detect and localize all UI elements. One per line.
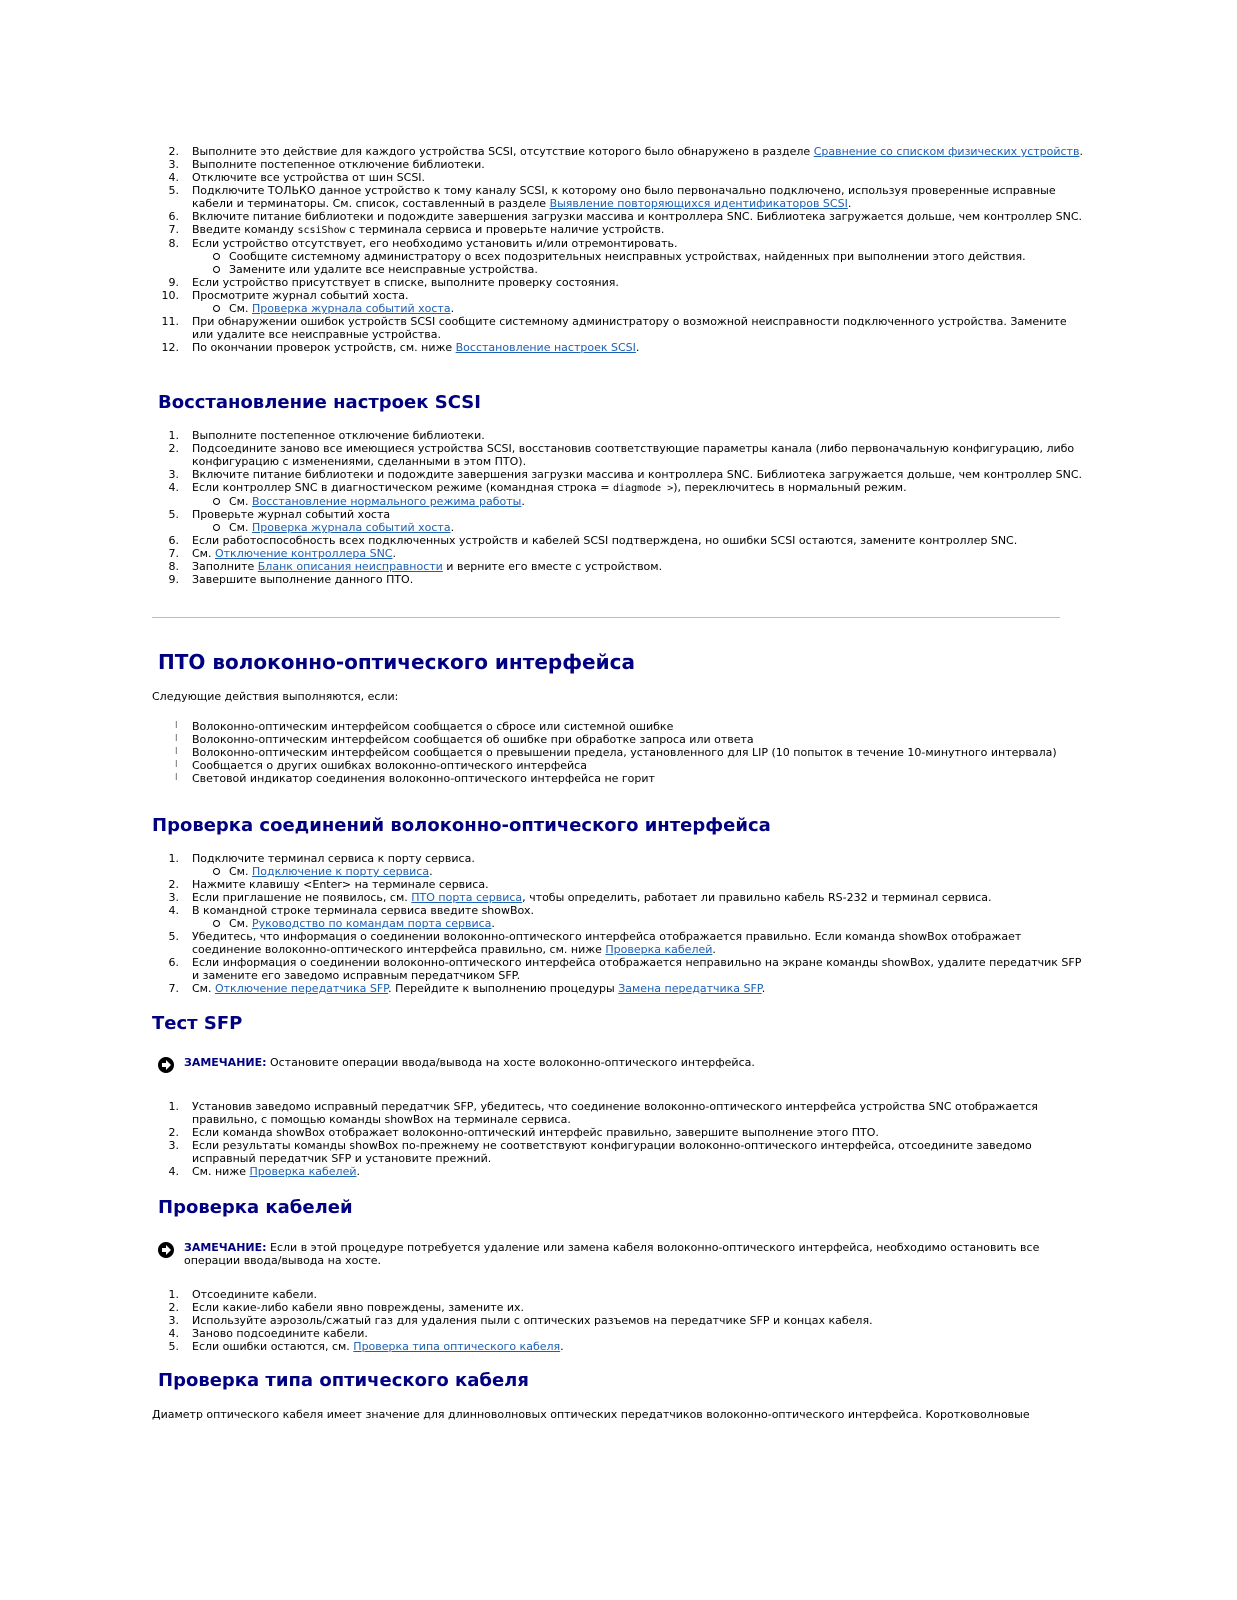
circle-bullet-icon: [213, 920, 220, 927]
list-item: [155, 891, 1085, 904]
step-number: 8.: [168, 237, 179, 250]
step-text: По окончании проверок устройств, см. ниже: [192, 341, 456, 354]
list-item: [155, 982, 1085, 995]
step-number: 3.: [168, 891, 179, 904]
step-text: Выполните постепенное отключение библиотеки.: [192, 429, 485, 442]
step-text: Введите команду: [192, 223, 298, 236]
heading-cable-type: Проверка типа оптического кабеля: [158, 1370, 529, 1391]
step-text: Заново подсоедините кабели.: [192, 1327, 368, 1340]
sfp-note: [158, 1056, 1058, 1073]
step-number: 1.: [168, 429, 179, 442]
cross-reference-link[interactable]: Проверка журнала событий хоста: [251, 521, 451, 534]
list-item: [155, 315, 1085, 341]
step-number: 1.: [168, 1288, 179, 1301]
list-item: [155, 547, 1085, 560]
step-text: .: [847, 197, 852, 210]
step-text: .: [521, 495, 525, 508]
sub-list-item: [192, 263, 1085, 276]
circle-bullet-icon: [213, 498, 220, 505]
cross-reference-link[interactable]: Замена передатчика SFP: [618, 982, 762, 995]
step-text: Подключите терминал сервиса к порту сервиса.: [192, 852, 475, 865]
sub-list-item: [192, 495, 1085, 508]
step-number: 5.: [168, 508, 179, 521]
bullet-text: Сообщается о других ошибках волоконно-оптического интерфейса: [192, 759, 587, 772]
sub-list: [192, 250, 1085, 276]
step-text: .: [450, 302, 455, 315]
step-text: Проверьте журнал событий хоста: [192, 508, 391, 521]
step-text: Завершите выполнение данного ПТО.: [192, 573, 414, 586]
bullet-text: Волоконно-оптическим интерфейсом сообщается о превышении предела, установленного для LIP (10 попыток в течение 10-минутного интервала): [192, 746, 1057, 759]
step-number: 2.: [168, 1301, 179, 1314]
step-text: Нажмите клавишу <Enter> на терминале сервиса.: [192, 878, 489, 891]
bullet-icon: l: [175, 747, 178, 757]
step-text: См.: [229, 495, 252, 508]
step-number: 9.: [168, 573, 179, 586]
step-text: Просмотрите журнал событий хоста.: [192, 289, 409, 302]
list-item: [155, 573, 1085, 586]
list-item: [155, 878, 1085, 891]
list-item: [155, 720, 1085, 733]
cross-reference-link[interactable]: Отключение контроллера SNC: [214, 547, 393, 560]
step-text: Убедитесь, что информация о соединении волоконно-оптического интерфейса отображается правильно. Если команда showBox отображает соединение волоконно-оптического интерфейса правильно, см. ниже: [192, 930, 1022, 956]
bullet-text: Волоконно-оптическим интерфейсом сообщается об ошибке при обработке запроса или ответа: [192, 733, 754, 746]
step-text: Подсоедините заново все имеющиеся устройства SCSI, восстановив соответствующие параметры канала (либо первоначальную конфигурацию, либо конфигурацию с изменениями, сделанными в этом ПТО).: [192, 442, 1075, 468]
step-text: Если контроллер SNC в диагностическом режиме (командная строка =: [192, 481, 614, 494]
list-item: [155, 930, 1085, 956]
step-text: .: [712, 943, 716, 956]
list-item: [155, 1139, 1085, 1165]
step-text: и верните его вместе с устройством.: [442, 560, 663, 573]
step-number: 1.: [168, 1100, 179, 1113]
sub-list-item: [192, 865, 1085, 878]
heading-fc-pto: ПТО волоконно-оптического интерфейса: [158, 650, 635, 674]
sub-list-item: [192, 521, 1085, 534]
circle-bullet-icon: [213, 253, 220, 260]
list-item: [155, 733, 1085, 746]
sub-list-item: [192, 302, 1085, 315]
step-text: с терминала сервиса и проверьте наличие устройств.: [345, 223, 665, 236]
heading-cable-check: Проверка кабелей: [158, 1197, 353, 1218]
fc-conditions-list: [155, 720, 1085, 785]
list-item: [155, 158, 1085, 171]
sub-list-item: [192, 917, 1085, 930]
sub-list: [192, 495, 1085, 508]
step-text: В командной строке терминала сервиса введите showBox.: [192, 904, 534, 917]
step-number: 6.: [168, 210, 179, 223]
step-text: .: [392, 547, 396, 560]
list-item: [155, 560, 1085, 573]
step-text: См.: [192, 982, 215, 995]
step-number: 5.: [168, 1340, 179, 1353]
cross-reference-link[interactable]: Выявление повторяющихся идентификаторов SCSI: [549, 197, 848, 210]
list-item: [155, 534, 1085, 547]
step-number: 4.: [168, 904, 179, 917]
step-text: Если работоспособность всех подключенных устройств и кабелей SCSI подтверждена, но ошибки SCSI остаются, замените контроллер SNC.: [192, 534, 1018, 547]
circle-bullet-icon: [213, 266, 220, 273]
cross-reference-link[interactable]: Бланк описания неисправности: [257, 560, 443, 573]
sub-list-item: [192, 250, 1085, 263]
step-number: 2.: [168, 1126, 179, 1139]
fc-check-steps-list: [155, 852, 1085, 995]
step-text: Используйте аэрозоль/сжатый газ для удаления пыли с оптических разъемов на передатчике SFP и концах кабеля.: [192, 1314, 873, 1327]
step-number: 6.: [168, 956, 179, 969]
list-item: [155, 852, 1085, 878]
sub-list: [192, 302, 1085, 315]
step-text: .: [356, 1165, 360, 1178]
step-text: Отключите все устройства от шин SCSI.: [192, 171, 426, 184]
section-divider: [152, 617, 1060, 618]
step-number: 10.: [161, 289, 179, 302]
step-number: 12.: [161, 341, 179, 354]
step-number: 5.: [168, 930, 179, 943]
list-item: [155, 772, 1085, 785]
list-item: [155, 289, 1085, 315]
list-item: [155, 508, 1085, 534]
step-number: 2.: [168, 878, 179, 891]
step-text: Подключите ТОЛЬКО данное устройство к тому каналу SCSI, к которому оно было первоначально подключено, используя проверенные исправные кабели и терминаторы. См. список, составленный в разделе: [192, 184, 1056, 210]
step-text: Замените или удалите все неисправные устройства.: [229, 263, 538, 276]
cable-note: [158, 1241, 1058, 1267]
scsi-restore-steps-list: [155, 429, 1085, 586]
list-item: [155, 1314, 1085, 1327]
step-number: 8.: [168, 560, 179, 573]
list-item: [155, 429, 1085, 442]
cross-reference-link[interactable]: ПТО порта сервиса: [411, 891, 523, 904]
step-text: .: [429, 865, 433, 878]
top-steps-list: [155, 145, 1085, 354]
list-item: [155, 468, 1085, 481]
list-item: [155, 481, 1085, 508]
step-text: .: [560, 1340, 564, 1353]
step-text: Выполните постепенное отключение библиотеки.: [192, 158, 485, 171]
note-text: Остановите операции ввода/вывода на хосте волоконно-оптического интерфейса.: [266, 1056, 755, 1069]
step-number: 4.: [168, 1165, 179, 1178]
step-text: Если ошибки остаются, см.: [192, 1340, 354, 1353]
list-item: [155, 184, 1085, 210]
list-item: [155, 341, 1085, 354]
notice-arrow-icon: [158, 1242, 174, 1258]
step-number: 3.: [168, 468, 179, 481]
list-item: [155, 171, 1085, 184]
step-text: См.: [229, 302, 252, 315]
step-text: Если результаты команды showBox по-прежнему не соответствуют конфигурации волоконно-оптического интерфейса, отсоедините заведомо исправный передатчик SFP и установите прежний.: [192, 1139, 1032, 1165]
step-number: 4.: [168, 481, 179, 494]
list-item: [155, 1100, 1085, 1126]
cross-reference-link[interactable]: Руководство по командам порта сервиса: [251, 917, 492, 930]
list-item: [155, 237, 1085, 276]
step-number: 1.: [168, 852, 179, 865]
sfp-test-steps-list: [155, 1100, 1085, 1178]
step-number: 2.: [168, 145, 179, 158]
bullet-icon: l: [175, 734, 178, 744]
cross-reference-link[interactable]: Восстановление нормального режима работы: [251, 495, 522, 508]
step-number: 3.: [168, 1314, 179, 1327]
step-text: См.: [192, 547, 215, 560]
step-text: Если какие-либо кабели явно повреждены, замените их.: [192, 1301, 525, 1314]
list-item: [155, 1165, 1085, 1178]
step-text: При обнаружении ошибок устройств SCSI сообщите системному администратору о возможной неисправности подключенного устройства. Замените или удалите все неисправные устройства.: [192, 315, 1067, 341]
step-text: Если команда showBox отображает волоконно-оптический интерфейс правильно, завершите выполнение этого ПТО.: [192, 1126, 879, 1139]
list-item: [155, 276, 1085, 289]
step-text: . Перейдите к выполнению процедуры: [388, 982, 619, 995]
step-text: Заполните: [192, 560, 258, 573]
cross-reference-link[interactable]: Восстановление настроек SCSI: [455, 341, 636, 354]
step-number: 4.: [168, 171, 179, 184]
sub-list: [192, 865, 1085, 878]
list-item: [155, 1288, 1085, 1301]
step-number: 4.: [168, 1327, 179, 1340]
step-number: 7.: [168, 982, 179, 995]
list-item: [155, 904, 1085, 930]
step-text: ), переключитесь в нормальный режим.: [673, 481, 907, 494]
step-text: Если устройство отсутствует, его необходимо установить и/или отремонтировать.: [192, 237, 678, 250]
circle-bullet-icon: [213, 868, 220, 875]
cross-reference-link[interactable]: Проверка кабелей: [249, 1165, 357, 1178]
list-item: [155, 956, 1085, 982]
cross-reference-link[interactable]: Проверка типа оптического кабеля: [353, 1340, 561, 1353]
step-number: 9.: [168, 276, 179, 289]
list-item: [155, 1301, 1085, 1314]
step-text: , чтобы определить, работает ли правильно кабель RS-232 и терминал сервиса.: [522, 891, 992, 904]
cross-reference-link[interactable]: Подключение к порту сервиса: [251, 865, 430, 878]
step-text: Включите питание библиотеки и подождите завершения загрузки массива и контроллера SNC. Библиотека загружается дольше, чем контроллер SNC.: [192, 210, 1083, 223]
cable-type-text: Диаметр оптического кабеля имеет значение для длинноволновых оптических передатчиков волоконно-оптического интерфейса. Коротковолновые: [152, 1408, 1030, 1421]
step-text: Если устройство присутствует в списке, выполните проверку состояния.: [192, 276, 619, 289]
cross-reference-link[interactable]: Сравнение со списком физических устройств: [813, 145, 1080, 158]
bullet-icon: l: [175, 773, 178, 783]
step-text: См. ниже: [192, 1165, 250, 1178]
heading-sfp-test: Тест SFP: [152, 1013, 243, 1034]
command-text: scsiShow: [297, 225, 346, 236]
notice-arrow-icon: [158, 1057, 174, 1073]
step-number: 3.: [168, 158, 179, 171]
step-text: Выполните это действие для каждого устройства SCSI, отсутствие которого было обнаружено в разделе: [192, 145, 814, 158]
heading-scsi-restore: Восстановление настроек SCSI: [158, 392, 481, 413]
sub-list: [192, 917, 1085, 930]
step-number: 7.: [168, 547, 179, 560]
bullet-icon: l: [175, 721, 178, 731]
cross-reference-link[interactable]: Проверка кабелей: [605, 943, 713, 956]
list-item: [155, 759, 1085, 772]
list-item: [155, 210, 1085, 223]
note-label: ЗАМЕЧАНИЕ:: [184, 1056, 267, 1069]
step-number: 6.: [168, 534, 179, 547]
step-text: .: [450, 521, 455, 534]
step-number: 11.: [161, 315, 179, 328]
circle-bullet-icon: [213, 305, 220, 312]
cross-reference-link[interactable]: Проверка журнала событий хоста: [251, 302, 451, 315]
step-text: См.: [229, 865, 252, 878]
step-text: Установив заведомо исправный передатчик SFP, убедитесь, что соединение волоконно-оптического интерфейса устройства SNC отображается правильно, с помощью команды showBox на терминале сервиса.: [192, 1100, 1038, 1126]
note-text: Если в этой процедуре потребуется удаление или замена кабеля волоконно-оптического интерфейса, необходимо остановить все операции ввода/вывода на хосте.: [184, 1241, 1040, 1267]
circle-bullet-icon: [213, 524, 220, 531]
step-text: Сообщите системному администратору о всех подозрительных неисправных устройствах, найденных при выполнении этого действия.: [229, 250, 1026, 263]
bullet-text: Световой индикатор соединения волоконно-оптического интерфейса не горит: [192, 772, 655, 785]
list-item: [155, 746, 1085, 759]
step-text: .: [1079, 145, 1083, 158]
sub-list: [192, 521, 1085, 534]
step-text: Если информация о соединении волоконно-оптического интерфейса отображается неправильно на экране команды showBox, удалите передатчик SFP и замените его заведомо исправным передатчиком SFP.: [192, 956, 1082, 982]
step-number: 7.: [168, 223, 179, 236]
step-text: См.: [229, 917, 252, 930]
step-number: 3.: [168, 1139, 179, 1152]
step-number: 2.: [168, 442, 179, 455]
step-text: .: [761, 982, 766, 995]
list-item: [155, 442, 1085, 468]
bullet-text: Волоконно-оптическим интерфейсом сообщается о сбросе или системной ошибке: [192, 720, 674, 733]
fc-intro: Следующие действия выполняются, если:: [152, 690, 399, 703]
bullet-icon: l: [175, 760, 178, 770]
list-item: [155, 145, 1085, 158]
list-item: [155, 1327, 1085, 1340]
step-text: См.: [229, 521, 252, 534]
note-label: ЗАМЕЧАНИЕ:: [184, 1241, 267, 1254]
step-text: Отсоедините кабели.: [192, 1288, 317, 1301]
step-text: .: [491, 917, 495, 930]
heading-fc-check: Проверка соединений волоконно-оптического интерфейса: [152, 815, 771, 836]
step-text: Если приглашение не появилось, см.: [192, 891, 412, 904]
cross-reference-link[interactable]: Отключение передатчика SFP: [214, 982, 389, 995]
list-item: [155, 223, 1085, 237]
list-item: [155, 1126, 1085, 1139]
step-text: Включите питание библиотеки и подождите завершения загрузки массива и контроллера SNC. Библиотека загружается дольше, чем контроллер SNC.: [192, 468, 1083, 481]
step-text: .: [635, 341, 640, 354]
cable-check-steps-list: [155, 1288, 1085, 1353]
step-number: 5.: [168, 184, 179, 197]
command-text: diagmode >: [613, 483, 674, 494]
list-item: [155, 1340, 1085, 1353]
